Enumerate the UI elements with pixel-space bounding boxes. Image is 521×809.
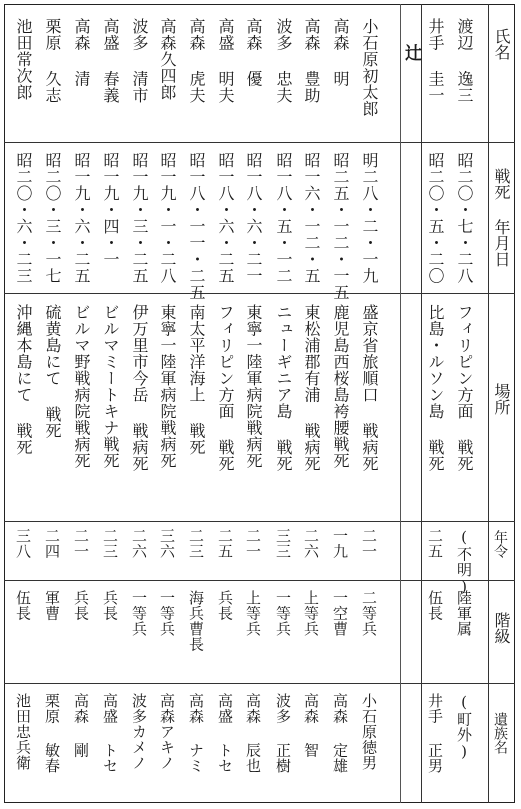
cell-place: フィリピン方面 戦死 bbox=[216, 304, 235, 472]
cell-rank: 上等兵 bbox=[244, 590, 262, 637]
cell-name: 高森久四郎 bbox=[158, 18, 177, 101]
cell-date: 昭一八・六・二五 bbox=[216, 152, 235, 284]
cell-bereaved: 高森 辰也 bbox=[244, 693, 262, 774]
cell-place: 伊万里市今岳 戦病死 bbox=[130, 304, 149, 472]
divider-age-rank bbox=[4, 580, 515, 581]
cell-age: 一九 bbox=[331, 528, 349, 559]
cell-name: 高森 清 bbox=[72, 18, 91, 87]
cell-date: 昭一六・一二・五 bbox=[302, 152, 321, 284]
cell-name: 高盛 明夫 bbox=[216, 18, 235, 104]
cell-bereaved: 高森アキノ bbox=[158, 693, 176, 771]
cell-place: 南太平洋海上 戦死 bbox=[187, 304, 206, 456]
header-rank: 階級 bbox=[492, 612, 511, 644]
cell-rank: 陸軍属 bbox=[455, 590, 473, 637]
cell-bereaved: 池田忠兵衛 bbox=[14, 693, 32, 771]
cell-name: 高森 明 bbox=[331, 18, 350, 87]
cell-bereaved: 波多カメノ bbox=[130, 693, 148, 771]
section-label: 辻 bbox=[401, 44, 421, 62]
cell-age: 三六 bbox=[158, 528, 176, 559]
cell-rank: 一等兵 bbox=[274, 590, 292, 637]
cell-date: 昭一九・六・二五 bbox=[72, 152, 91, 284]
cell-place: 沖縄本島にて 戦死 bbox=[14, 304, 33, 456]
cell-rank: 海兵曹長 bbox=[187, 590, 205, 652]
cell-bereaved: (町外) bbox=[455, 693, 473, 761]
cell-bereaved: 高森 定雄 bbox=[331, 693, 349, 774]
cell-date: 昭一八・五・一二 bbox=[274, 152, 293, 284]
cell-name: 高森 優 bbox=[244, 18, 263, 87]
divider-section bbox=[421, 4, 422, 803]
cell-date: 昭一八・一一・二五 bbox=[187, 152, 206, 301]
cell-age: 二一 bbox=[72, 528, 90, 559]
divider-header-column bbox=[488, 4, 489, 803]
cell-place: 東寧一陸軍病院戦病死 bbox=[244, 304, 263, 469]
cell-bereaved: 波多 正樹 bbox=[274, 693, 292, 774]
cell-age: 二六 bbox=[302, 528, 320, 559]
cell-name: 渡辺 逸三 bbox=[455, 18, 474, 104]
cell-rank: 伍長 bbox=[14, 590, 32, 621]
cell-name: 小石原初太郎 bbox=[360, 18, 379, 117]
cell-name: 高森 豊助 bbox=[302, 18, 321, 104]
cell-name: 井手 圭一 bbox=[426, 18, 445, 104]
cell-name: 波多 清市 bbox=[130, 18, 149, 104]
cell-age: 三三 bbox=[274, 528, 292, 559]
cell-age: 二一 bbox=[244, 528, 262, 559]
cell-rank: 二等兵 bbox=[360, 590, 378, 637]
cell-date: 昭二〇・三・一七 bbox=[43, 152, 62, 284]
header-age: 年令 bbox=[492, 530, 508, 558]
cell-place: 東寧一陸軍病院戦病死 bbox=[158, 304, 177, 469]
cell-place: 東松浦郡有浦 戦病死 bbox=[302, 304, 321, 472]
cell-rank: 軍曹 bbox=[43, 590, 61, 621]
cell-age: 三八 bbox=[14, 528, 32, 559]
cell-age: 二五 bbox=[216, 528, 234, 559]
cell-rank: 一等兵 bbox=[158, 590, 176, 637]
cell-bereaved: 高森 ナミ bbox=[187, 693, 205, 774]
cell-place: 比島・ルソン島 戦死 bbox=[426, 304, 445, 472]
cell-place: ニューギニア島 戦死 bbox=[274, 304, 293, 472]
header-date: 戦死 年月日 bbox=[492, 168, 511, 267]
cell-age: 二四 bbox=[43, 528, 61, 559]
cell-bereaved: 井手 正男 bbox=[426, 693, 444, 774]
cell-date: 昭二〇・七・二八 bbox=[455, 152, 474, 284]
cell-bereaved: 高盛 トセ bbox=[101, 693, 119, 774]
header-place: 場所 bbox=[492, 383, 511, 415]
cell-date: 昭一九・四・一 bbox=[101, 152, 120, 268]
cell-name: 高森 虎夫 bbox=[187, 18, 206, 104]
cell-place: ビルマミートキナ戦死 bbox=[101, 304, 120, 469]
cell-bereaved: 小石原徳男 bbox=[360, 693, 378, 771]
cell-age: 二六 bbox=[130, 528, 148, 559]
divider-name-date bbox=[4, 142, 515, 143]
cell-bereaved: 栗原 敏春 bbox=[43, 693, 61, 774]
cell-rank: 伍長 bbox=[426, 590, 444, 621]
cell-place: 硫黄島にて 戦死 bbox=[43, 304, 62, 439]
cell-age: 二三 bbox=[187, 528, 205, 559]
cell-place: 鹿児島西桜島袴腰戦死 bbox=[331, 304, 350, 469]
cell-age: 二五 bbox=[426, 528, 444, 559]
cell-bereaved: 高盛 トセ bbox=[216, 693, 234, 774]
cell-rank: 一等兵 bbox=[130, 590, 148, 637]
cell-age: 二三 bbox=[101, 528, 119, 559]
cell-date: 昭一八・六・二一 bbox=[244, 152, 263, 284]
cell-date: 昭二五・一二・一五 bbox=[331, 152, 350, 301]
cell-bereaved: 高森 智 bbox=[302, 693, 320, 758]
cell-place: ビルマ野戦病院戦病死 bbox=[72, 304, 91, 469]
cell-date: 明二八・二・一九 bbox=[360, 152, 379, 284]
cell-rank: 上等兵 bbox=[302, 590, 320, 637]
cell-age: (不明) bbox=[455, 528, 473, 596]
cell-name: 高盛 春義 bbox=[101, 18, 120, 104]
divider-date-place bbox=[4, 293, 515, 294]
cell-date: 昭二〇・五・二〇 bbox=[426, 152, 445, 284]
cell-name: 池田常次郎 bbox=[14, 18, 33, 101]
divider-rank-bereaved bbox=[4, 683, 515, 684]
cell-rank: 兵長 bbox=[72, 590, 90, 621]
cell-date: 昭二〇・六・二三 bbox=[14, 152, 33, 284]
cell-name: 波多 忠夫 bbox=[274, 18, 293, 104]
header-name: 氏名 bbox=[492, 28, 511, 60]
cell-bereaved: 高森 剛 bbox=[72, 693, 90, 758]
cell-date: 昭一九・三・二五 bbox=[130, 152, 149, 284]
cell-place: 盛京省旅順口 戦病死 bbox=[360, 304, 379, 472]
divider-place-age bbox=[4, 521, 515, 522]
cell-date: 昭一九・一・二八 bbox=[158, 152, 177, 284]
header-bereaved: 遺族名 bbox=[492, 712, 508, 754]
divider-section-inner bbox=[400, 4, 401, 803]
cell-rank: 兵長 bbox=[216, 590, 234, 621]
cell-place: フィリピン方面 戦死 bbox=[455, 304, 474, 472]
cell-rank: 兵長 bbox=[101, 590, 119, 621]
cell-name: 栗原 久志 bbox=[43, 18, 62, 104]
cell-age: 二一 bbox=[360, 528, 378, 559]
cell-rank: 一空曹 bbox=[331, 590, 349, 637]
